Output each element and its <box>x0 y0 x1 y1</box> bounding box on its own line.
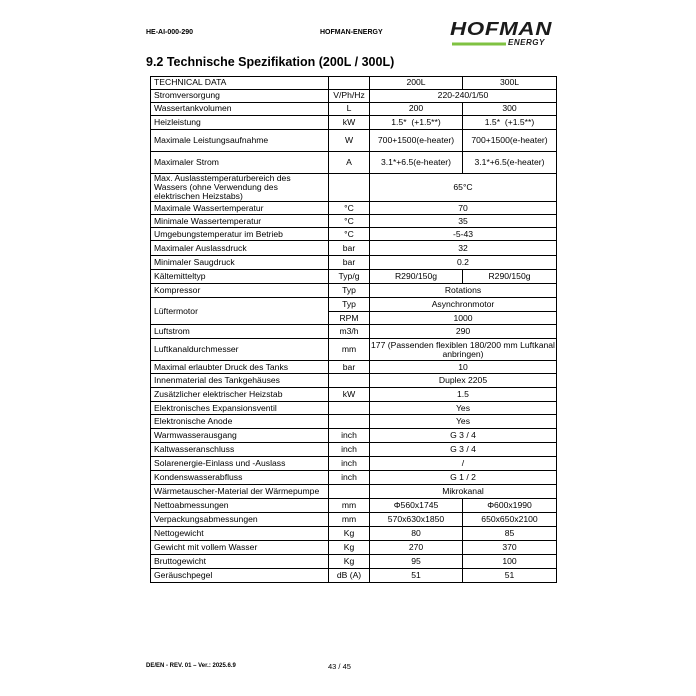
table-row <box>151 415 557 429</box>
section-title: 9.2 Technische Spezifikation (200L / 300L) <box>146 55 395 69</box>
table-row <box>151 152 557 174</box>
table-row <box>151 471 557 485</box>
row-unit: inch <box>329 443 370 457</box>
row-value-200l: 700+1500(e-heater) <box>370 130 463 152</box>
row-unit: kW <box>329 116 370 130</box>
row-value-300l: Φ600x1990 <box>463 499 557 513</box>
row-label: Minimaler Saugdruck <box>151 256 329 270</box>
row-unit: °C <box>329 202 370 215</box>
table-row <box>151 202 557 215</box>
table-row <box>151 429 557 443</box>
row-unit <box>329 374 370 388</box>
header-label: TECHNICAL DATA <box>151 77 329 90</box>
row-value-300l: 700+1500(e-heater) <box>463 130 557 152</box>
row-unit: inch <box>329 457 370 471</box>
row-label: Innenmaterial des Tankgehäuses <box>151 374 329 388</box>
row-unit <box>329 415 370 429</box>
table-row <box>151 284 557 298</box>
row-value-200l: 80 <box>370 527 463 541</box>
row-label: Luftkanaldurchmesser <box>151 339 329 361</box>
row-label: Kondenswasserabfluss <box>151 471 329 485</box>
table-row <box>151 555 557 569</box>
row-value: G 1 / 2 <box>370 471 557 485</box>
row-value: 1000 <box>370 312 557 325</box>
row-label: Minimale Wassertemperatur <box>151 215 329 228</box>
row-label: Umgebungstemperatur im Betrieb <box>151 228 329 241</box>
row-value-200l: 570x630x1850 <box>370 513 463 527</box>
row-unit: V/Ph/Hz <box>329 90 370 103</box>
logo-sub-text: ENERGY <box>508 38 545 47</box>
row-value-200l: 51 <box>370 569 463 583</box>
table-row <box>151 241 557 256</box>
row-label: Zusätzlicher elektrischer Heizstab <box>151 388 329 402</box>
row-unit: Kg <box>329 541 370 555</box>
document-code: HE-AI-000-290 <box>146 29 194 36</box>
row-unit: mm <box>329 513 370 527</box>
row-unit: dB (A) <box>329 569 370 583</box>
table-row <box>151 527 557 541</box>
row-value-200l: 200 <box>370 103 463 116</box>
row-value: 10 <box>370 361 557 374</box>
row-label: Wärmetauscher-Material der Wärmepumpe <box>151 485 329 499</box>
row-value-200l: 1.5* (+1.5**) <box>370 116 463 130</box>
table-row <box>151 457 557 471</box>
row-label: Lüftermotor <box>151 298 329 325</box>
table-row <box>151 256 557 270</box>
row-unit: bar <box>329 361 370 374</box>
row-unit: Typ <box>329 284 370 298</box>
table-row <box>151 270 557 284</box>
row-label: Maximal erlaubter Druck des Tanks <box>151 361 329 374</box>
row-unit: inch <box>329 471 370 485</box>
row-value: 177 (Passenden flexiblen 180/200 mm Luftkanal anbringen) <box>371 339 555 359</box>
table-row <box>151 443 557 457</box>
row-value: Duplex 2205 <box>370 374 557 388</box>
row-value-300l: 300 <box>463 103 557 116</box>
header-200l: 200L <box>370 77 463 90</box>
row-value: 1.5 <box>370 388 557 402</box>
row-label: Kaltwasseranschluss <box>151 443 329 457</box>
row-value-300l: 650x650x2100 <box>463 513 557 527</box>
row-value-200l: 3.1*+6.5(e-heater) <box>370 152 463 174</box>
row-label: Wassertankvolumen <box>151 103 329 116</box>
row-value: 0.2 <box>370 256 557 270</box>
row-unit: °C <box>329 215 370 228</box>
row-label: Solarenergie-Einlass und -Auslass <box>151 457 329 471</box>
row-unit: mm <box>329 499 370 513</box>
row-label: Maximale Wassertemperatur <box>151 202 329 215</box>
row-unit <box>329 485 370 499</box>
row-value-300l: 3.1*+6.5(e-heater) <box>463 152 557 174</box>
row-value-300l: 1.5* (+1.5**) <box>463 116 557 130</box>
row-value-200l: Φ560x1745 <box>370 499 463 513</box>
row-unit: m3/h <box>329 325 370 339</box>
row-value: 70 <box>370 202 557 215</box>
page-number: 43 / 45 <box>328 662 351 671</box>
brand-name: HOFMAN-ENERGY <box>320 29 383 36</box>
row-label: Heizleistung <box>151 116 329 130</box>
row-unit: W <box>329 130 370 152</box>
row-value: -5-43 <box>370 228 557 241</box>
table-row <box>151 130 557 152</box>
row-label: Elektronisches Expansionsventil <box>151 402 329 415</box>
row-unit: inch <box>329 429 370 443</box>
row-value: Mikrokanal <box>370 485 557 499</box>
row-value: G 3 / 4 <box>370 443 557 457</box>
table-row <box>151 298 557 312</box>
table-row <box>151 228 557 241</box>
technical-data-table <box>150 76 557 583</box>
row-value: 290 <box>370 325 557 339</box>
row-value-300l: R290/150g <box>463 270 557 284</box>
footer-revision: DE/EN - REV. 01 – Ver.: 2025.6.9 <box>146 663 236 669</box>
row-label: Maximale Leistungsaufnahme <box>151 130 329 152</box>
row-label: Nettoabmessungen <box>151 499 329 513</box>
row-unit: °C <box>329 228 370 241</box>
row-value: G 3 / 4 <box>370 429 557 443</box>
row-label: Elektronische Anode <box>151 415 329 429</box>
row-label: Warmwasserausgang <box>151 429 329 443</box>
table-row <box>151 174 557 202</box>
row-label: Stromversorgung <box>151 90 329 103</box>
row-unit: Kg <box>329 555 370 569</box>
row-unit: Typ/g <box>329 270 370 284</box>
row-label: Verpackungsabmessungen <box>151 513 329 527</box>
row-label: Gewicht mit vollem Wasser <box>151 541 329 555</box>
row-value: 65°C <box>370 174 557 202</box>
table-row <box>151 374 557 388</box>
row-unit <box>329 402 370 415</box>
row-label: Geräuschpegel <box>151 569 329 583</box>
row-value-200l: 95 <box>370 555 463 569</box>
row-label: Maximaler Auslassdruck <box>151 241 329 256</box>
table-row <box>151 103 557 116</box>
row-unit: mm <box>329 339 370 361</box>
row-value: / <box>370 457 557 471</box>
row-value: Yes <box>370 415 557 429</box>
row-unit: L <box>329 103 370 116</box>
table-row <box>151 499 557 513</box>
table-row <box>151 215 557 228</box>
table-row <box>151 513 557 527</box>
logo-main-text: HOFMAN <box>450 19 553 39</box>
row-value: Rotations <box>370 284 557 298</box>
row-unit: kW <box>329 388 370 402</box>
table-row <box>151 116 557 130</box>
row-label: Bruttogewicht <box>151 555 329 569</box>
header-unit <box>329 77 370 90</box>
table-row <box>151 541 557 555</box>
row-value-200l: 270 <box>370 541 463 555</box>
row-value: Yes <box>370 402 557 415</box>
row-unit: RPM <box>329 312 370 325</box>
row-unit: A <box>329 152 370 174</box>
row-unit <box>329 174 370 202</box>
row-unit: bar <box>329 256 370 270</box>
row-label: Max. Auslasstemperaturbereich des Wassers (ohne Verwendung des elektrischen Heizstabs) <box>151 174 329 202</box>
table-row <box>151 339 557 361</box>
hofman-energy-logo <box>446 18 556 48</box>
row-value-300l: 85 <box>463 527 557 541</box>
table-row <box>151 569 557 583</box>
row-value: Asynchronmotor <box>370 298 557 312</box>
table-header-row <box>151 77 557 90</box>
row-value-300l: 370 <box>463 541 557 555</box>
row-value-300l: 51 <box>463 569 557 583</box>
table-row <box>151 402 557 415</box>
row-unit: Typ <box>329 298 370 312</box>
row-label: Kompressor <box>151 284 329 298</box>
row-label: Luftstrom <box>151 325 329 339</box>
row-label: Maximaler Strom <box>151 152 329 174</box>
table-row <box>151 90 557 103</box>
table-row <box>151 388 557 402</box>
header-300l: 300L <box>463 77 557 90</box>
row-value: 35 <box>370 215 557 228</box>
row-label: Nettogewicht <box>151 527 329 541</box>
row-value: 32 <box>370 241 557 256</box>
row-label: Kältemitteltyp <box>151 270 329 284</box>
row-unit: Kg <box>329 527 370 541</box>
row-value-200l: R290/150g <box>370 270 463 284</box>
table-row <box>151 325 557 339</box>
row-value-300l: 100 <box>463 555 557 569</box>
table-row <box>151 485 557 499</box>
row-unit: bar <box>329 241 370 256</box>
table-row <box>151 361 557 374</box>
row-value: 220-240/1/50 <box>370 90 557 103</box>
